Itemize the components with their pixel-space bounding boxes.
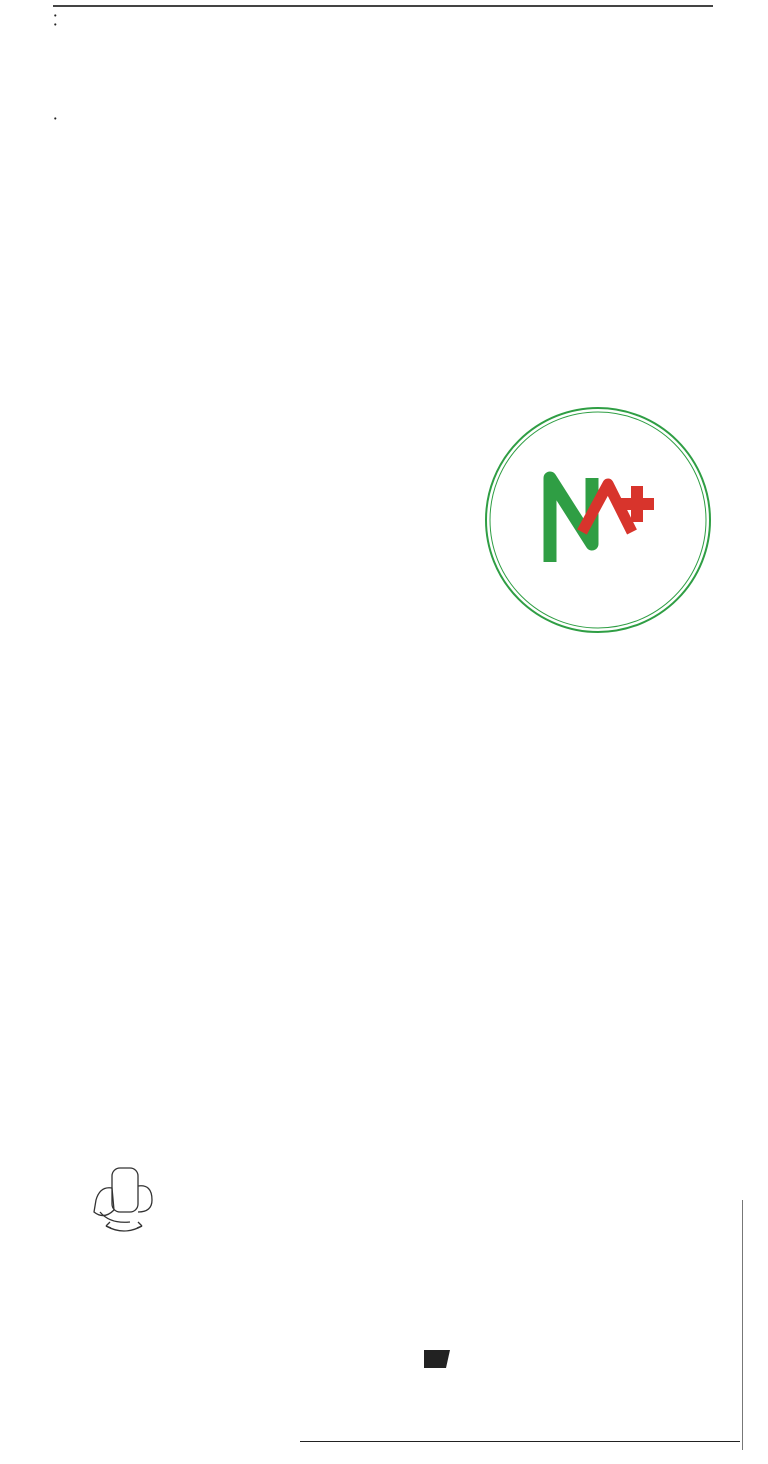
usage-bullet-1: • <box>54 11 63 20</box>
illustration-space <box>48 29 728 115</box>
gsk-mark-icon <box>420 1346 454 1372</box>
gsk-logo <box>420 1346 459 1372</box>
right-rule <box>742 1200 743 1450</box>
pharmacy-stamp <box>480 402 716 638</box>
bottom-rule <box>300 1441 740 1442</box>
usage-bullet-3: • <box>54 114 63 124</box>
susceptibility-table <box>53 5 713 7</box>
usage-bullet-2: • <box>54 19 63 29</box>
shake-bottle-illustration <box>78 1162 168 1240</box>
leaflet-page <box>48 0 728 137</box>
barcode <box>636 1214 730 1400</box>
